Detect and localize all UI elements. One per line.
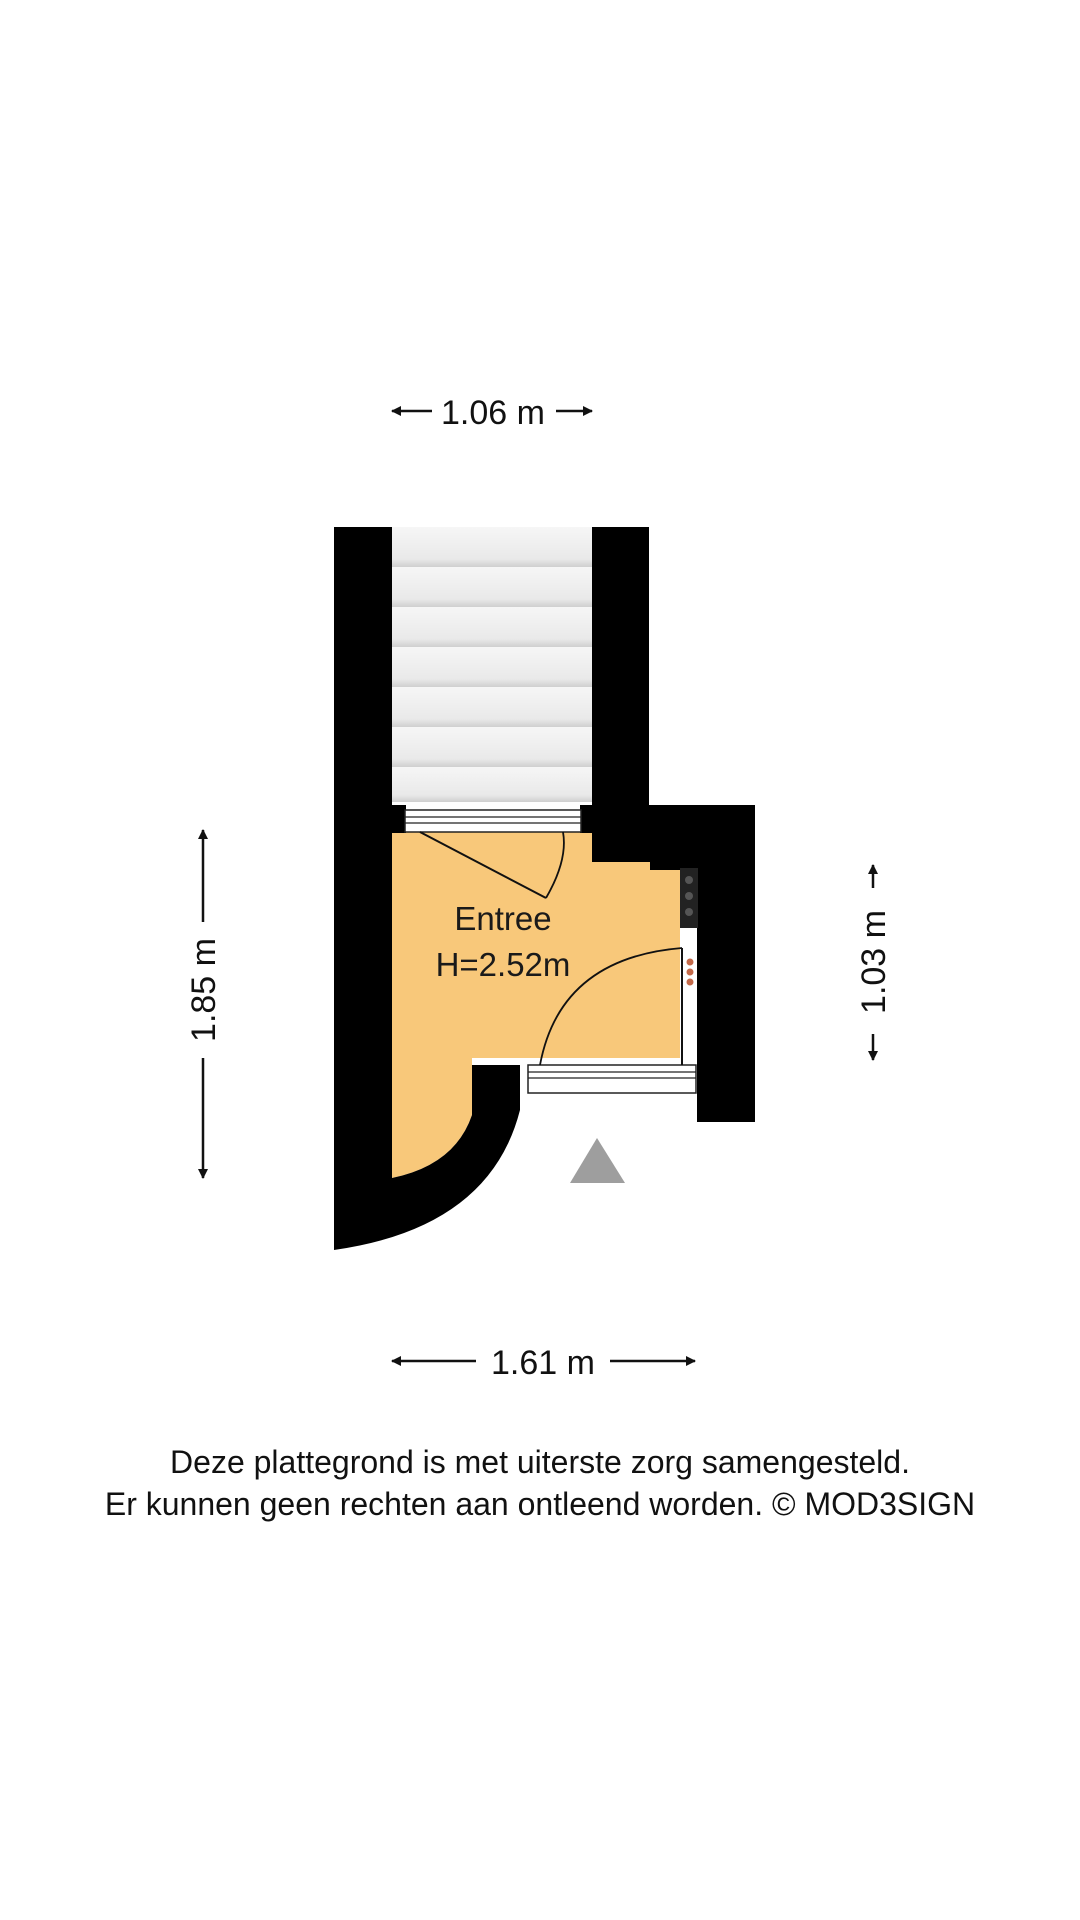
dimension-right-label: 1.03 m: [855, 910, 893, 1014]
staircase: [392, 527, 592, 802]
dimension-right: [855, 865, 893, 1060]
radiator-icon: [687, 959, 694, 986]
dimension-bottom-label: 1.61 m: [491, 1344, 595, 1382]
dimension-left-label: 1.85 m: [185, 938, 223, 1042]
entrance-marker-icon: [570, 1138, 625, 1183]
room-name: Entree: [454, 900, 552, 937]
dimension-bottom: [392, 1344, 695, 1382]
room-height: H=2.52m: [435, 946, 571, 983]
disclaimer-line-2: Er kunnen geen rechten aan ontleend worden. © MOD3SIGN: [104, 1486, 976, 1522]
dimension-top-label: 1.06 m: [441, 394, 545, 432]
stair-left-post: [392, 805, 406, 833]
dimension-top: [392, 394, 592, 432]
dimension-left: [185, 830, 223, 1178]
meter-box: [680, 868, 698, 928]
right-bottom-wall: [697, 1060, 755, 1122]
stair-right-wall: [592, 527, 649, 810]
disclaimer-line-1: Deze plattegrond is met uiterste zorg samengesteld.: [170, 1444, 910, 1480]
